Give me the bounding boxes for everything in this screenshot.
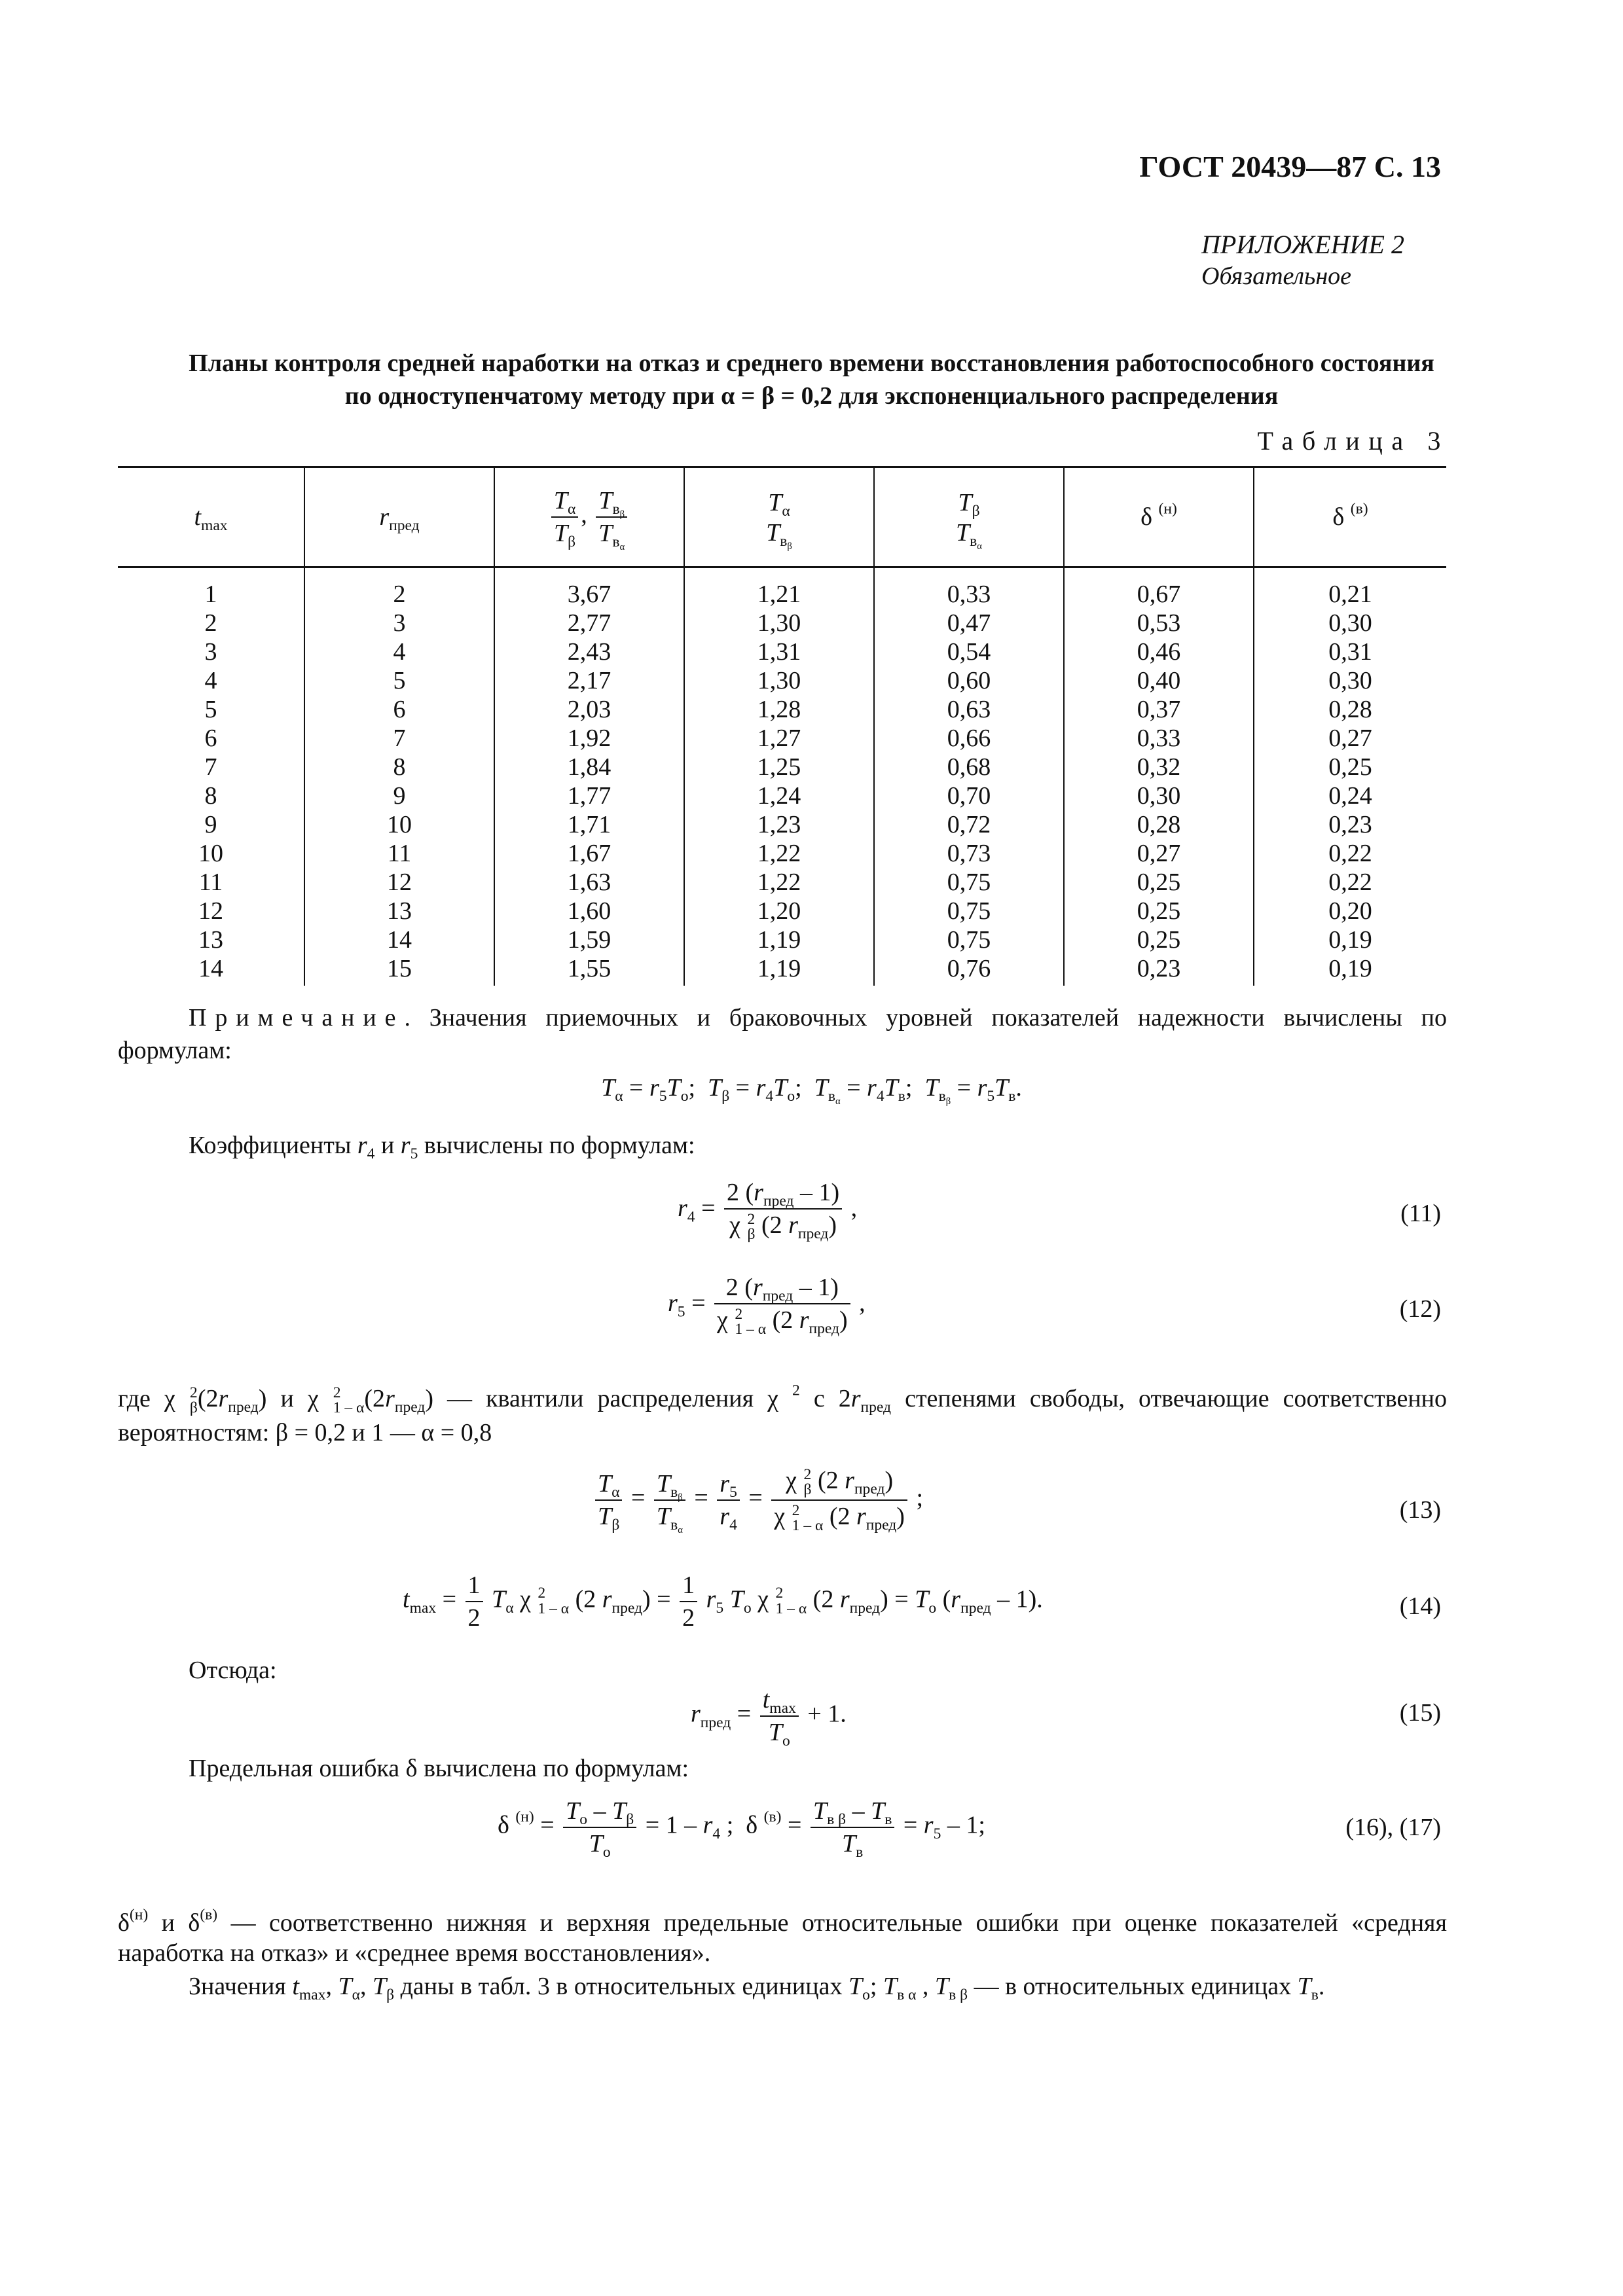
table-row	[118, 666, 1446, 695]
col-header-tmax: $t_{max}$	[118, 467, 304, 567]
table-cell: 1,23	[684, 810, 874, 839]
table-cell: 0,66	[874, 724, 1064, 753]
table-cell: 1,63	[494, 868, 684, 897]
formula-12: $r_5$ = 2 $(r_{пред} - 1)$ χ 2 1 – α (2 $r_{пред}$) ,	[668, 1274, 866, 1338]
table-cell: 9	[304, 781, 494, 810]
table-cell: 0,20	[1254, 897, 1446, 925]
equation-number-15: (15)	[1399, 1699, 1441, 1727]
table-cell: 0,25	[1064, 868, 1254, 897]
formula-14: $t_{max}$ = $\frac{1}{2}$ $T_\alpha$ χ 2 1 – α (2 $r_{пред}$) = $\frac{1}{2}$ $r_5$ $T_о$ χ 2 1 – α (2 $r_{пред}) = T_о$ $(r_{пред} - 1)$.	[403, 1571, 1043, 1632]
quantiles-paragraph: где χ 2 β $(2r_{пред})$ и χ 2 1 – α $(2r_{пред})$ — квантили распределения χ $^2$ с $2r_{пред}$ степенями свободы, отвечающие соответственно вероятностям: β = 0,2 и 1 — α = 0,8	[118, 1382, 1448, 1446]
table-cell: 0,75	[874, 868, 1064, 897]
table-row	[118, 839, 1446, 868]
table-cell: 10	[198, 840, 223, 867]
values-paragraph: Значения $t_{max}$, $T_\alpha$, $T_\beta$ даны в табл. 3 в относительных единицах $T_о$; $T_{в \alpha}$ , $T_{в \beta}$ — в относительных единицах $T_в$.	[189, 1973, 1325, 2004]
table-cell: 4	[304, 637, 494, 666]
table-cell: 0,25	[1254, 753, 1446, 781]
table-cell: 6	[204, 725, 217, 752]
table-row	[118, 567, 1446, 609]
table-cell: 0,23	[1254, 810, 1446, 839]
table-cell: 0,30	[1254, 666, 1446, 695]
table-cell: 0,68	[874, 753, 1064, 781]
table-cell: 0,19	[1254, 954, 1446, 986]
table-cell: 0,54	[874, 637, 1064, 666]
table-cell: 0,31	[1254, 637, 1446, 666]
control-plans-table	[118, 466, 1446, 986]
table-cell: 1,24	[684, 781, 874, 810]
col-header-rpred: $r_{пред}$	[304, 467, 494, 567]
table-cell: 1,30	[684, 666, 874, 695]
col-header-ratio: $\frac{T_\alpha}{T_\beta}$ , $\frac{T_{в_\beta}}{T_{в_\alpha}}$	[494, 467, 684, 567]
table-row	[118, 753, 1446, 781]
table-cell: 0,19	[1254, 925, 1446, 954]
col-header-tbeta: $T_\beta$ $T_{в_\alpha}$	[874, 467, 1064, 567]
equation-number-14: (14)	[1399, 1592, 1441, 1620]
table-cell: 1,21	[684, 567, 874, 609]
table-cell: 0,25	[1064, 897, 1254, 925]
table-cell: 1,22	[684, 839, 874, 868]
formula-11: $r_4$ = 2 $(r_{пред} - 1)$ χ 2 β (2 $r_{пред}$) ,	[678, 1179, 858, 1244]
table-cell: 0,25	[1064, 925, 1254, 954]
table-cell: 7	[304, 724, 494, 753]
title-line-1: Планы контроля средней наработки на отказ и среднего времени восстановления работоспособного состояния	[189, 350, 1434, 377]
table-row	[118, 609, 1446, 637]
table-cell: 1	[204, 581, 217, 608]
appendix-status: Обязательное	[1201, 262, 1352, 290]
table-cell: 0,23	[1064, 954, 1254, 986]
table-row	[118, 637, 1446, 666]
table-cell: 1,55	[494, 954, 684, 986]
table-cell: 0,63	[874, 695, 1064, 724]
table-cell: 1,22	[684, 868, 874, 897]
table-cell: 1,59	[494, 925, 684, 954]
table-cell: 1,20	[684, 897, 874, 925]
table-cell: 0,22	[1254, 839, 1446, 868]
table-cell: 0,75	[874, 925, 1064, 954]
table-cell: 0,37	[1064, 695, 1254, 724]
table-cell: 2	[304, 567, 494, 609]
table-cell: 15	[304, 954, 494, 986]
note-text: . Значения приемочных и браковочных уровней показателей надежности вычислены по формулам:	[118, 1004, 1447, 1064]
delta-description: $\delta^{(н)}$ и $\delta^{(в)}$ — соответственно нижняя и верхняя предельные относительные ошибки при оценке показателей «средняя наработка на отказ» и «среднее время восстановления».	[118, 1906, 1447, 1967]
table-cell: 5	[304, 666, 494, 695]
formula-16-17: δ $^{(н)}$ = $\frac{T_о - T_\beta}{T_о}$ = $1 - r_4$ ; δ $^{(в)}$ = $\frac{T_{в \beta} - T_в}{T_в}$ = $r_5 - 1$;	[498, 1797, 985, 1861]
table-cell: 0,24	[1254, 781, 1446, 810]
table-cell: 3	[204, 638, 217, 666]
table-cell: 0,53	[1064, 609, 1254, 637]
table-cell: 1,77	[494, 781, 684, 810]
table-cell: 4	[204, 667, 217, 694]
formula-levels: $T_\alpha = r_5T_о$; $T_\beta = r_4T_о$; $T_{в_\alpha} = r_4T_в$; $T_{в_\beta} = r_5T_в$.	[601, 1074, 1022, 1107]
table-cell: 1,19	[684, 954, 874, 986]
table-cell: 1,27	[684, 724, 874, 753]
table-cell: 0,47	[874, 609, 1064, 637]
error-intro: Предельная ошибка δ вычислена по формулам:	[189, 1755, 689, 1782]
table-cell: 0,28	[1254, 695, 1446, 724]
table-cell: 12	[304, 868, 494, 897]
table-row	[118, 724, 1446, 753]
table-row	[118, 954, 1446, 986]
table-cell: 0,75	[874, 897, 1064, 925]
table-cell: 8	[204, 782, 217, 810]
equation-number-13: (13)	[1399, 1496, 1441, 1524]
table-row	[118, 695, 1446, 724]
table-cell: 6	[304, 695, 494, 724]
table-cell: 2,77	[494, 609, 684, 637]
equation-number-11: (11)	[1400, 1200, 1441, 1227]
col-header-talpha: $T_\alpha$ $T_{в_\beta}$	[684, 467, 874, 567]
table-cell: 12	[198, 897, 223, 925]
table-row	[118, 868, 1446, 897]
table-cell: 1,19	[684, 925, 874, 954]
table-cell: 11	[304, 839, 494, 868]
table-cell: 7	[204, 753, 217, 781]
note-label: Примечание	[189, 1004, 405, 1031]
table-cell: 13	[304, 897, 494, 925]
table-cell: 1,30	[684, 609, 874, 637]
table-cell: 1,67	[494, 839, 684, 868]
table-cell: 0,67	[1064, 567, 1254, 609]
table-cell: 1,25	[684, 753, 874, 781]
equation-number-12: (12)	[1399, 1295, 1441, 1323]
table-cell: 3	[304, 609, 494, 637]
doc-reference: ГОСТ 20439—87 С. 13	[1139, 150, 1441, 183]
table-header-row	[118, 467, 1446, 567]
table-cell: 0,60	[874, 666, 1064, 695]
col-header-delta-n: δ $^{(н)}$	[1064, 467, 1254, 567]
table-cell: 0,70	[874, 781, 1064, 810]
table-cell: 14	[198, 955, 223, 982]
table-cell: 0,22	[1254, 868, 1446, 897]
appendix-label: ПРИЛОЖЕНИЕ 2	[1201, 230, 1404, 259]
table-cell: 8	[304, 753, 494, 781]
table-row	[118, 810, 1446, 839]
table-cell: 2,17	[494, 666, 684, 695]
table-row	[118, 781, 1446, 810]
formula-15: $r_{пред}$ = $\frac{t_{max}}{T_о}$ + 1.	[691, 1686, 847, 1750]
table-cell: 0,30	[1254, 609, 1446, 637]
hence-label: Отсюда:	[189, 1657, 277, 1684]
title-line-2: по одноступенчатому методу при α = β = 0,2 для экспоненциального распределения	[344, 382, 1279, 410]
table-cell: 10	[304, 810, 494, 839]
table-cell: 5	[204, 696, 217, 723]
note-paragraph	[118, 1001, 1447, 1067]
table-cell: 0,33	[874, 567, 1064, 609]
table-cell: 1,31	[684, 637, 874, 666]
table-caption: Таблица 3	[1257, 426, 1450, 456]
table-row	[118, 897, 1446, 925]
table-cell: 0,27	[1254, 724, 1446, 753]
table-cell: 3,67	[494, 567, 684, 609]
table-cell: 0,32	[1064, 753, 1254, 781]
table-row	[118, 925, 1446, 954]
page-title	[0, 347, 1623, 412]
table-cell: 0,33	[1064, 724, 1254, 753]
table-cell: 11	[198, 869, 223, 896]
table-cell: 14	[304, 925, 494, 954]
table-cell: 0,30	[1064, 781, 1254, 810]
table-cell: 0,73	[874, 839, 1064, 868]
table-cell: 0,46	[1064, 637, 1254, 666]
table-cell: 1,71	[494, 810, 684, 839]
table-body	[118, 567, 1446, 986]
table-cell: 1,92	[494, 724, 684, 753]
coefficients-intro: Коэффициенты $r_4$ и $r_5$ вычислены по формулам:	[189, 1132, 695, 1163]
col-header-delta-v: δ $^{(в)}$	[1254, 467, 1446, 567]
formula-13: $\frac{T_\alpha}{T_\beta}$ = $\frac{T_{в_\beta}}{T_{в_\alpha}}$ = $\frac{r_5}{r_4}$ = χ 2 β (2 $r_{пред}$) χ 2 1 – α (2 $r_{пред}$) ;	[593, 1466, 923, 1534]
table-cell: 0,72	[874, 810, 1064, 839]
table-cell: 2,43	[494, 637, 684, 666]
table-cell: 0,40	[1064, 666, 1254, 695]
table-cell: 0,27	[1064, 839, 1254, 868]
table-cell: 1,60	[494, 897, 684, 925]
table-cell: 2,03	[494, 695, 684, 724]
table-cell: 1,84	[494, 753, 684, 781]
table-cell: 0,28	[1064, 810, 1254, 839]
table-cell: 2	[204, 609, 217, 637]
table-cell: 1,28	[684, 695, 874, 724]
table-cell: 9	[204, 811, 217, 838]
table-cell: 13	[198, 926, 223, 954]
table-cell: 0,76	[874, 954, 1064, 986]
equation-number-16-17: (16), (17)	[1345, 1814, 1441, 1841]
table-cell: 0,21	[1254, 567, 1446, 609]
